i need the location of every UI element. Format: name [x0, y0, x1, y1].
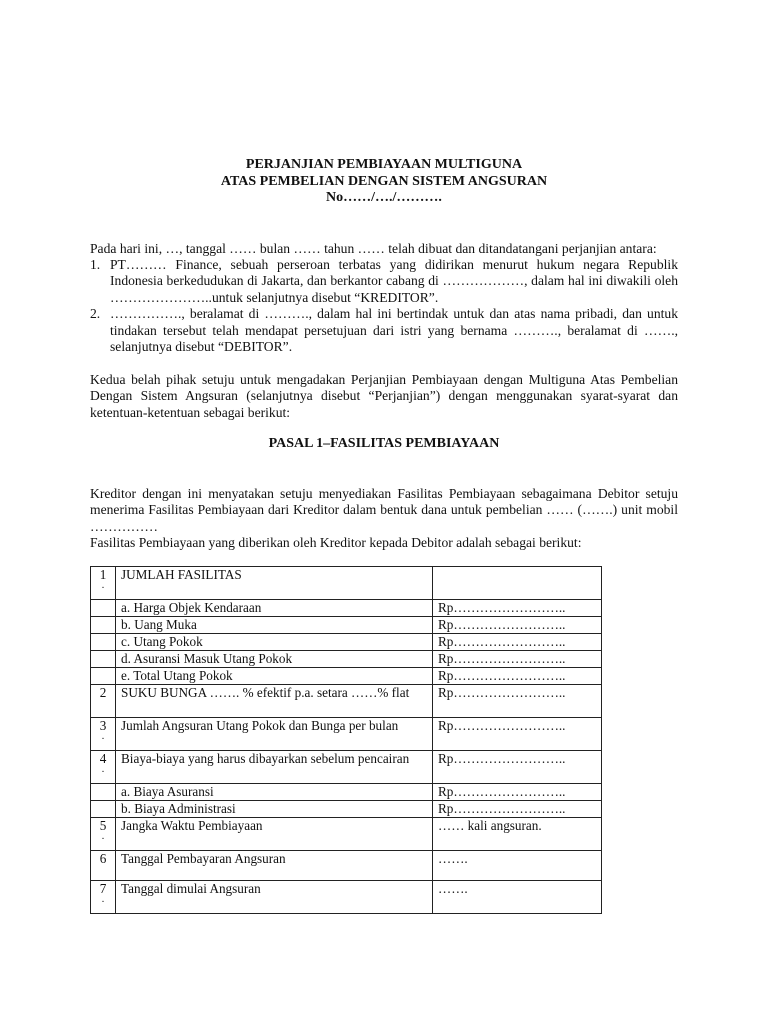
row-value: Rp…………………….. — [433, 718, 602, 751]
party-item-debitor — [90, 306, 678, 355]
kreditor-paragraph: Kreditor dengan ini menyatakan setuju menyediakan Fasilitas Pembiayaan sebagaimana Debitor setuju menerima Fasilitas Pembiayaan dari Kreditor dalam bentuk dana untuk pembelian …… (…….) unit mobil …………… — [90, 486, 678, 534]
table-row — [91, 600, 602, 617]
row-number-cell — [91, 651, 116, 668]
row-label: c. Utang Pokok — [116, 634, 433, 651]
table-row — [91, 617, 602, 634]
row-value — [433, 567, 602, 600]
table-row — [91, 851, 602, 881]
row-label: d. Asuransi Masuk Utang Pokok — [116, 651, 433, 668]
parties-list — [90, 257, 678, 355]
list-number: 1. — [90, 257, 101, 272]
party-item-kreditor — [90, 257, 678, 306]
table-row — [91, 718, 602, 751]
row-value: Rp…………………….. — [433, 685, 602, 718]
document-title — [0, 157, 768, 207]
row-number-cell — [91, 600, 116, 617]
row-number-cell — [91, 634, 116, 651]
row-number-cell — [91, 567, 116, 600]
agreement-paragraph: Kedua belah pihak setuju untuk mengadakan Perjanjian Pembiayaan dengan Multiguna Atas Pembelian Dengan Sistem Angsuran (selanjutnya disebut “Perjanjian”) dengan menggunakan syarat-syarat dan ketentuan-ketentuan sebagai berikut: — [90, 372, 678, 420]
facility-table-body — [91, 567, 602, 914]
row-value: Rp…………………….. — [433, 668, 602, 685]
table-row — [91, 784, 602, 801]
row-label: e. Total Utang Pokok — [116, 668, 433, 685]
row-number-dot: . — [101, 894, 105, 905]
table-row — [91, 685, 602, 718]
row-number-cell — [91, 751, 116, 784]
row-number: 3 — [99, 718, 107, 733]
row-number-cell — [91, 851, 116, 881]
row-number-dot: . — [101, 831, 105, 842]
row-label: Jangka Waktu Pembiayaan — [116, 818, 433, 851]
row-value: Rp…………………….. — [433, 651, 602, 668]
row-value: Rp…………………….. — [433, 751, 602, 784]
row-number-dot: . — [101, 731, 105, 742]
intro-paragraph: Pada hari ini, …, tanggal …… bulan …… tahun …… telah dibuat dan ditandatangani perjanjian antara: — [90, 241, 657, 256]
row-number: 7 — [99, 881, 107, 896]
row-number: 6 — [99, 851, 107, 866]
row-number-cell — [91, 784, 116, 801]
party-text: ……………., beralamat di ………., dalam hal ini bertindak untuk dan atas nama pribadi, dan untuk tindakan tersebut telah mendapat persetujuan dari istri yang bernama ………., beralamat di ……., selanjutnya disebut “DEBITOR”. — [110, 306, 678, 355]
row-label: JUMLAH FASILITAS — [116, 567, 433, 600]
table-row — [91, 801, 602, 818]
row-number-cell — [91, 668, 116, 685]
row-label: Tanggal Pembayaran Angsuran — [116, 851, 433, 881]
fasilitas-intro: Fasilitas Pembiayaan yang diberikan oleh Kreditor kepada Debitor adalah sebagai berikut: — [90, 535, 582, 550]
row-value: Rp…………………….. — [433, 634, 602, 651]
document-number: No……/…./………. — [326, 190, 442, 205]
facility-table — [90, 566, 602, 914]
row-value: Rp…………………….. — [433, 600, 602, 617]
row-value: Rp…………………….. — [433, 617, 602, 634]
row-label: b. Uang Muka — [116, 617, 433, 634]
title-line-2: ATAS PEMBELIAN DENGAN SISTEM ANGSURAN — [220, 173, 548, 189]
row-label: Biaya-biaya yang harus dibayarkan sebelum pencairan — [116, 751, 433, 784]
row-number-cell — [91, 718, 116, 751]
row-number: 5 — [99, 818, 107, 833]
row-label: a. Harga Objek Kendaraan — [116, 600, 433, 617]
list-number: 2. — [90, 306, 101, 322]
table-row — [91, 634, 602, 651]
row-label: a. Biaya Asuransi — [116, 784, 433, 801]
row-value: ……. — [433, 851, 602, 881]
row-number-dot: . — [101, 764, 105, 775]
table-row — [91, 818, 602, 851]
table-row — [91, 881, 602, 914]
row-label: b. Biaya Administrasi — [116, 801, 433, 818]
row-number-cell — [91, 801, 116, 818]
row-value: Rp…………………….. — [433, 801, 602, 818]
table-row — [91, 651, 602, 668]
row-number-cell — [91, 818, 116, 851]
table-row — [91, 567, 602, 600]
pasal-heading: PASAL 1–FASILITAS PEMBIAYAAN — [268, 436, 500, 451]
title-line-1: PERJANJIAN PEMBIAYAAN MULTIGUNA — [245, 157, 523, 172]
row-number-dot: . — [101, 580, 105, 591]
row-number: 4 — [99, 751, 107, 766]
row-label: Tanggal dimulai Angsuran — [116, 881, 433, 914]
table-row — [91, 751, 602, 784]
row-number-cell — [91, 881, 116, 914]
party-text: PT……… Finance, sebuah perseroan terbatas yang didirikan menurut hukum negara Republik Indonesia berkedudukan di Jakarta, dan berkantor cabang di ………………, dalam hal ini diwakili oleh …………………..untuk selanjutnya disebut “KREDITOR”. — [110, 257, 678, 305]
row-value: ……. — [433, 881, 602, 914]
row-label: Jumlah Angsuran Utang Pokok dan Bunga per bulan — [116, 718, 433, 751]
row-value: …… kali angsuran. — [433, 818, 602, 851]
row-label: SUKU BUNGA ……. % efektif p.a. setara ……% flat — [116, 685, 433, 718]
row-value: Rp…………………….. — [433, 784, 602, 801]
row-number-cell — [91, 617, 116, 634]
row-number: 2 — [99, 685, 107, 700]
row-number-cell — [91, 685, 116, 718]
table-row — [91, 668, 602, 685]
row-number: 1 — [99, 567, 107, 582]
